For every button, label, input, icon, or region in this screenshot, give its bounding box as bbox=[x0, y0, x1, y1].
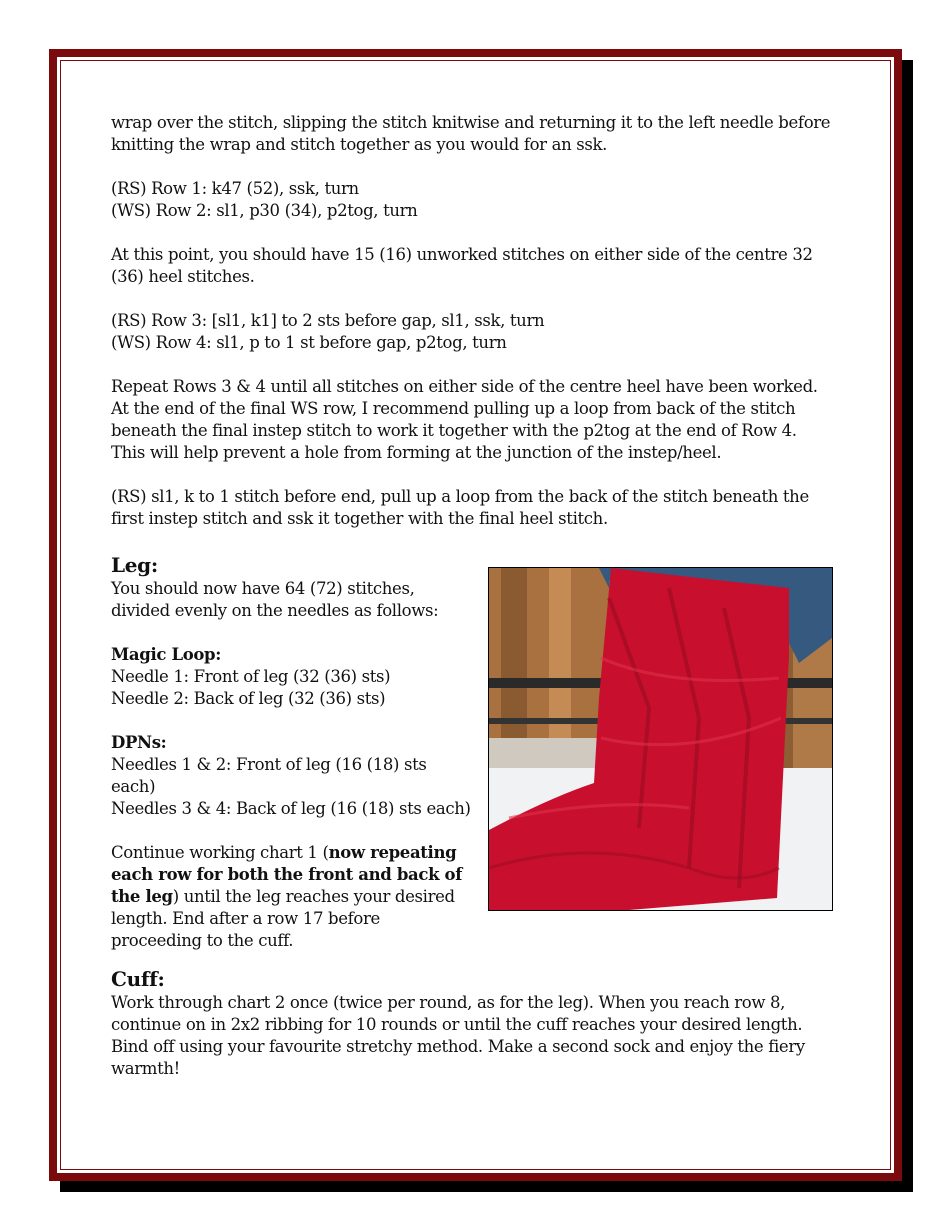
document-body bbox=[111, 112, 835, 1102]
sock-photo-illustration bbox=[489, 568, 832, 910]
sock-photo bbox=[488, 567, 833, 911]
continue-text-b: ) until the leg reaches your desired length. End after a row 17 before proceeding to the cuff. bbox=[111, 887, 455, 950]
cuff-paragraph: Work through chart 2 once (twice per round, as for the leg). When you reach row 8, continue on in 2x2 ribbing for 10 rounds or until the cuff reaches your desired length. Bind off using your favourite stretchy method. Make a second sock and enjoy the fiery warmth! bbox=[111, 993, 805, 1078]
dpns-needles-3-4: Needles 3 & 4: Back of leg (16 (18) sts each) bbox=[111, 799, 471, 818]
intro-paragraph-2: At this point, you should have 15 (16) unworked stitches on either side of the centre 32 (36) heel stitches. bbox=[111, 245, 813, 286]
leg-text bbox=[111, 578, 473, 952]
magic-loop-needle-1: Needle 1: Front of leg (32 (36) sts) bbox=[111, 667, 391, 686]
leg-intro: You should now have 64 (72) stitches, divided evenly on the needles as follows: bbox=[111, 579, 439, 620]
magic-loop-needle-2: Needle 2: Back of leg (32 (36) sts) bbox=[111, 689, 386, 708]
continue-text-bold: now repeating each row for both the front and back of the leg bbox=[111, 843, 462, 906]
dpns-label: DPNs: bbox=[111, 733, 167, 752]
row-2: (WS) Row 2: sl1, p30 (34), p2tog, turn bbox=[111, 201, 418, 220]
intro-paragraph-3: Repeat Rows 3 & 4 until all stitches on either side of the centre heel have been worked. At the end of the final WS row, I recommend pulling up a loop from back of the stitch beneath the final instep stitch to work it together with the p2tog at the end of Row 4. This will help prevent a hole from forming at the junction of the instep/heel. bbox=[111, 377, 818, 462]
dpns-needles-1-2: Needles 1 & 2: Front of leg (16 (18) sts each) bbox=[111, 755, 427, 796]
row-3: (RS) Row 3: [sl1, k1] to 2 sts before gap, sl1, ssk, turn bbox=[111, 311, 545, 330]
leg-heading: Leg: bbox=[111, 553, 158, 577]
magic-loop-label: Magic Loop: bbox=[111, 645, 221, 664]
continue-text-a: Continue working chart 1 ( bbox=[111, 843, 329, 862]
row-1: (RS) Row 1: k47 (52), ssk, turn bbox=[111, 179, 359, 198]
continue-paragraph bbox=[111, 842, 473, 952]
intro-paragraph-4: (RS) sl1, k to 1 stitch before end, pull up a loop from the back of the stitch beneath the first instep stitch and ssk it together with the final heel stitch. bbox=[111, 487, 809, 528]
cuff-heading: Cuff: bbox=[111, 967, 165, 991]
row-4: (WS) Row 4: sl1, p to 1 st before gap, p2tog, turn bbox=[111, 333, 507, 352]
intro-paragraph-1: wrap over the stitch, slipping the stitch knitwise and returning it to the left needle before knitting the wrap and stitch together as you would for an ssk. bbox=[111, 113, 831, 154]
leg-section bbox=[111, 552, 835, 952]
